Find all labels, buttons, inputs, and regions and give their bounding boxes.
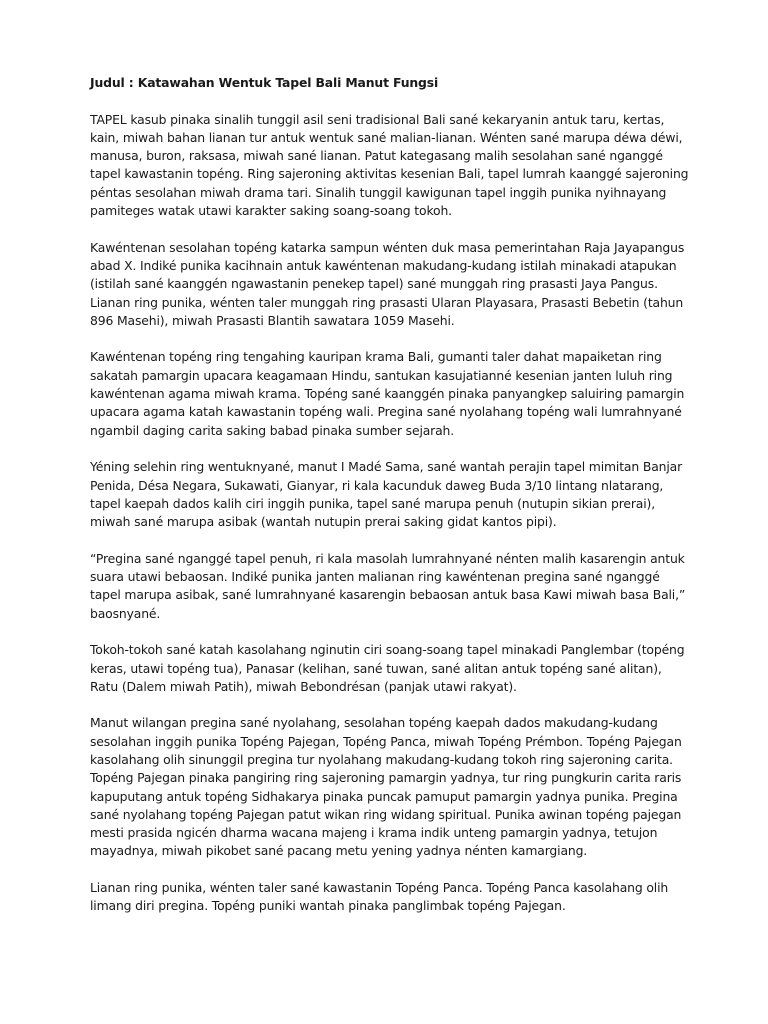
paragraph-panca: Lianan ring punika, wénten taler sané kawastanin Topéng Panca. Topéng Panca kasolahang olih limang diri pregina. Topéng puniki wantah pinaka panglimbak topéng Pajegan. [90, 880, 669, 914]
paragraph-characters: Tokoh-tokoh sané katah kasolahang nginutin ciri soang-soang tapel minakadi Panglembar (topéng keras, utawi topéng tua), Panasar (kelihan, sané tuwan, sané alitan antuk topéng sané alitan), Ratu (Dalem miwah Patih), miwah Bebondrésan (panjak utawi rakyat). [90, 642, 685, 694]
paragraph-quote: “Pregina sané nganggé tapel penuh, ri kala masolah lumrahnyané nénten malih kasarengin antuk suara utawi bebaosan. Indiké punika janten malianan ring kawéntenan pregina sané nganggé tapel marupa asibak, sané lumrahnyané kasarengin bebaosan antuk basa Kawi miwah basa Bali,” baosnyané. [90, 550, 686, 621]
document-title: Judul : Katawahan Wentuk Tapel Bali Manut Fungsi [90, 75, 439, 90]
paragraph-religion: Kawéntenan topéng ring tengahing kauripan krama Bali, gumanti taler dahat mapaiketan ring sakatah pamargin upacara keagamaan Hindu, santukan kasujatianné kesenian janten luluh ring kawéntenan agama miwah krama. Topéng sané kaanggén pinaka panyangkep saluiring pamargin upacara agama katah kawastanin topéng wali. Pregina sané nyolahang topéng wali lumrahnyané ngambil daging carita saking babad pinaka sumber sejarah. [90, 349, 685, 438]
paragraph-forms: Yéning selehin ring wentuknyané, manut I Madé Sama, sané wantah perajin tapel mimitan Banjar Penida, Désa Negara, Sukawati, Gianyar, ri kala kacunduk daweg Buda 3/10 lintang nlatarang, tapel kaepah dados kalih ciri inggih punika, tapel sané marupa penuh (nutupin sikian prerai), miwah sané marupa asibak (wantah nutupin prerai saking gidat kantos pipi). [90, 459, 683, 530]
document-page [90, 74, 690, 934]
paragraph-types: Manut wilangan pregina sané nyolahang, sesolahan topéng kaepah dados makudang-kudang sesolahan inggih punika Topéng Pajegan, Topéng Panca, miwah Topéng Prémbon. Topéng Pajegan kasolahang olih sinunggil pregina tur nyolahang makudang-kudang tokoh ring sajeroning carita. Topéng Pajegan pinaka pangiring ring sajeroning pamargin yadnya, tur ring pungkurin carita raris kapuputang antuk topéng Sidhakarya pinaka puncak pamuput pamargin yadnya punika. Pregina sané nyolahang topéng Pajegan patut wikan ring widang spiritual. Punika awinan topéng pajegan mesti prasida ngicén dharma wacana majeng i krama indik unteng pamargin yadnya, tetujon mayadnya, miwah pikobet sané pacang metu yening yadnya nénten kamargiang. [90, 715, 682, 859]
paragraph-history: Kawéntenan sesolahan topéng katarka sampun wénten duk masa pemerintahan Raja Jayapangus abad X. Indiké punika kacihnain antuk kawéntenan makudang-kudang istilah minakadi atapukan (istilah sané kaanggén ngawastanin penekep tapel) sané munggah ring prasasti Jaya Pangus. Lianan ring punika, wénten taler munggah ring prasasti Ularan Playasara, Prasasti Bebetin (tahun 896 Masehi), miwah Prasasti Blantih sawatara 1059 Masehi. [90, 239, 685, 328]
paragraph-intro: TAPEL kasub pinaka sinalih tunggil asil seni tradisional Bali sané kekaryanin antuk taru, kertas, kain, miwah bahan lianan tur antuk wentuk sané malian-lianan. Wénten sané marupa déwa déwi, manusa, buron, raksasa, miwah sané lianan. Patut kategasang malih sesolahan sané nganggé tapel kawastanin topéng. Ring sajeroning aktivitas kesenian Bali, tapel lumrah kaanggé sajeroning péntas sesolahan miwah drama tari. Sinalih tunggil kawigunan tapel inggih punika nyihnayang pamiteges watak utawi karakter saking soang-soang tokoh. [90, 111, 689, 219]
